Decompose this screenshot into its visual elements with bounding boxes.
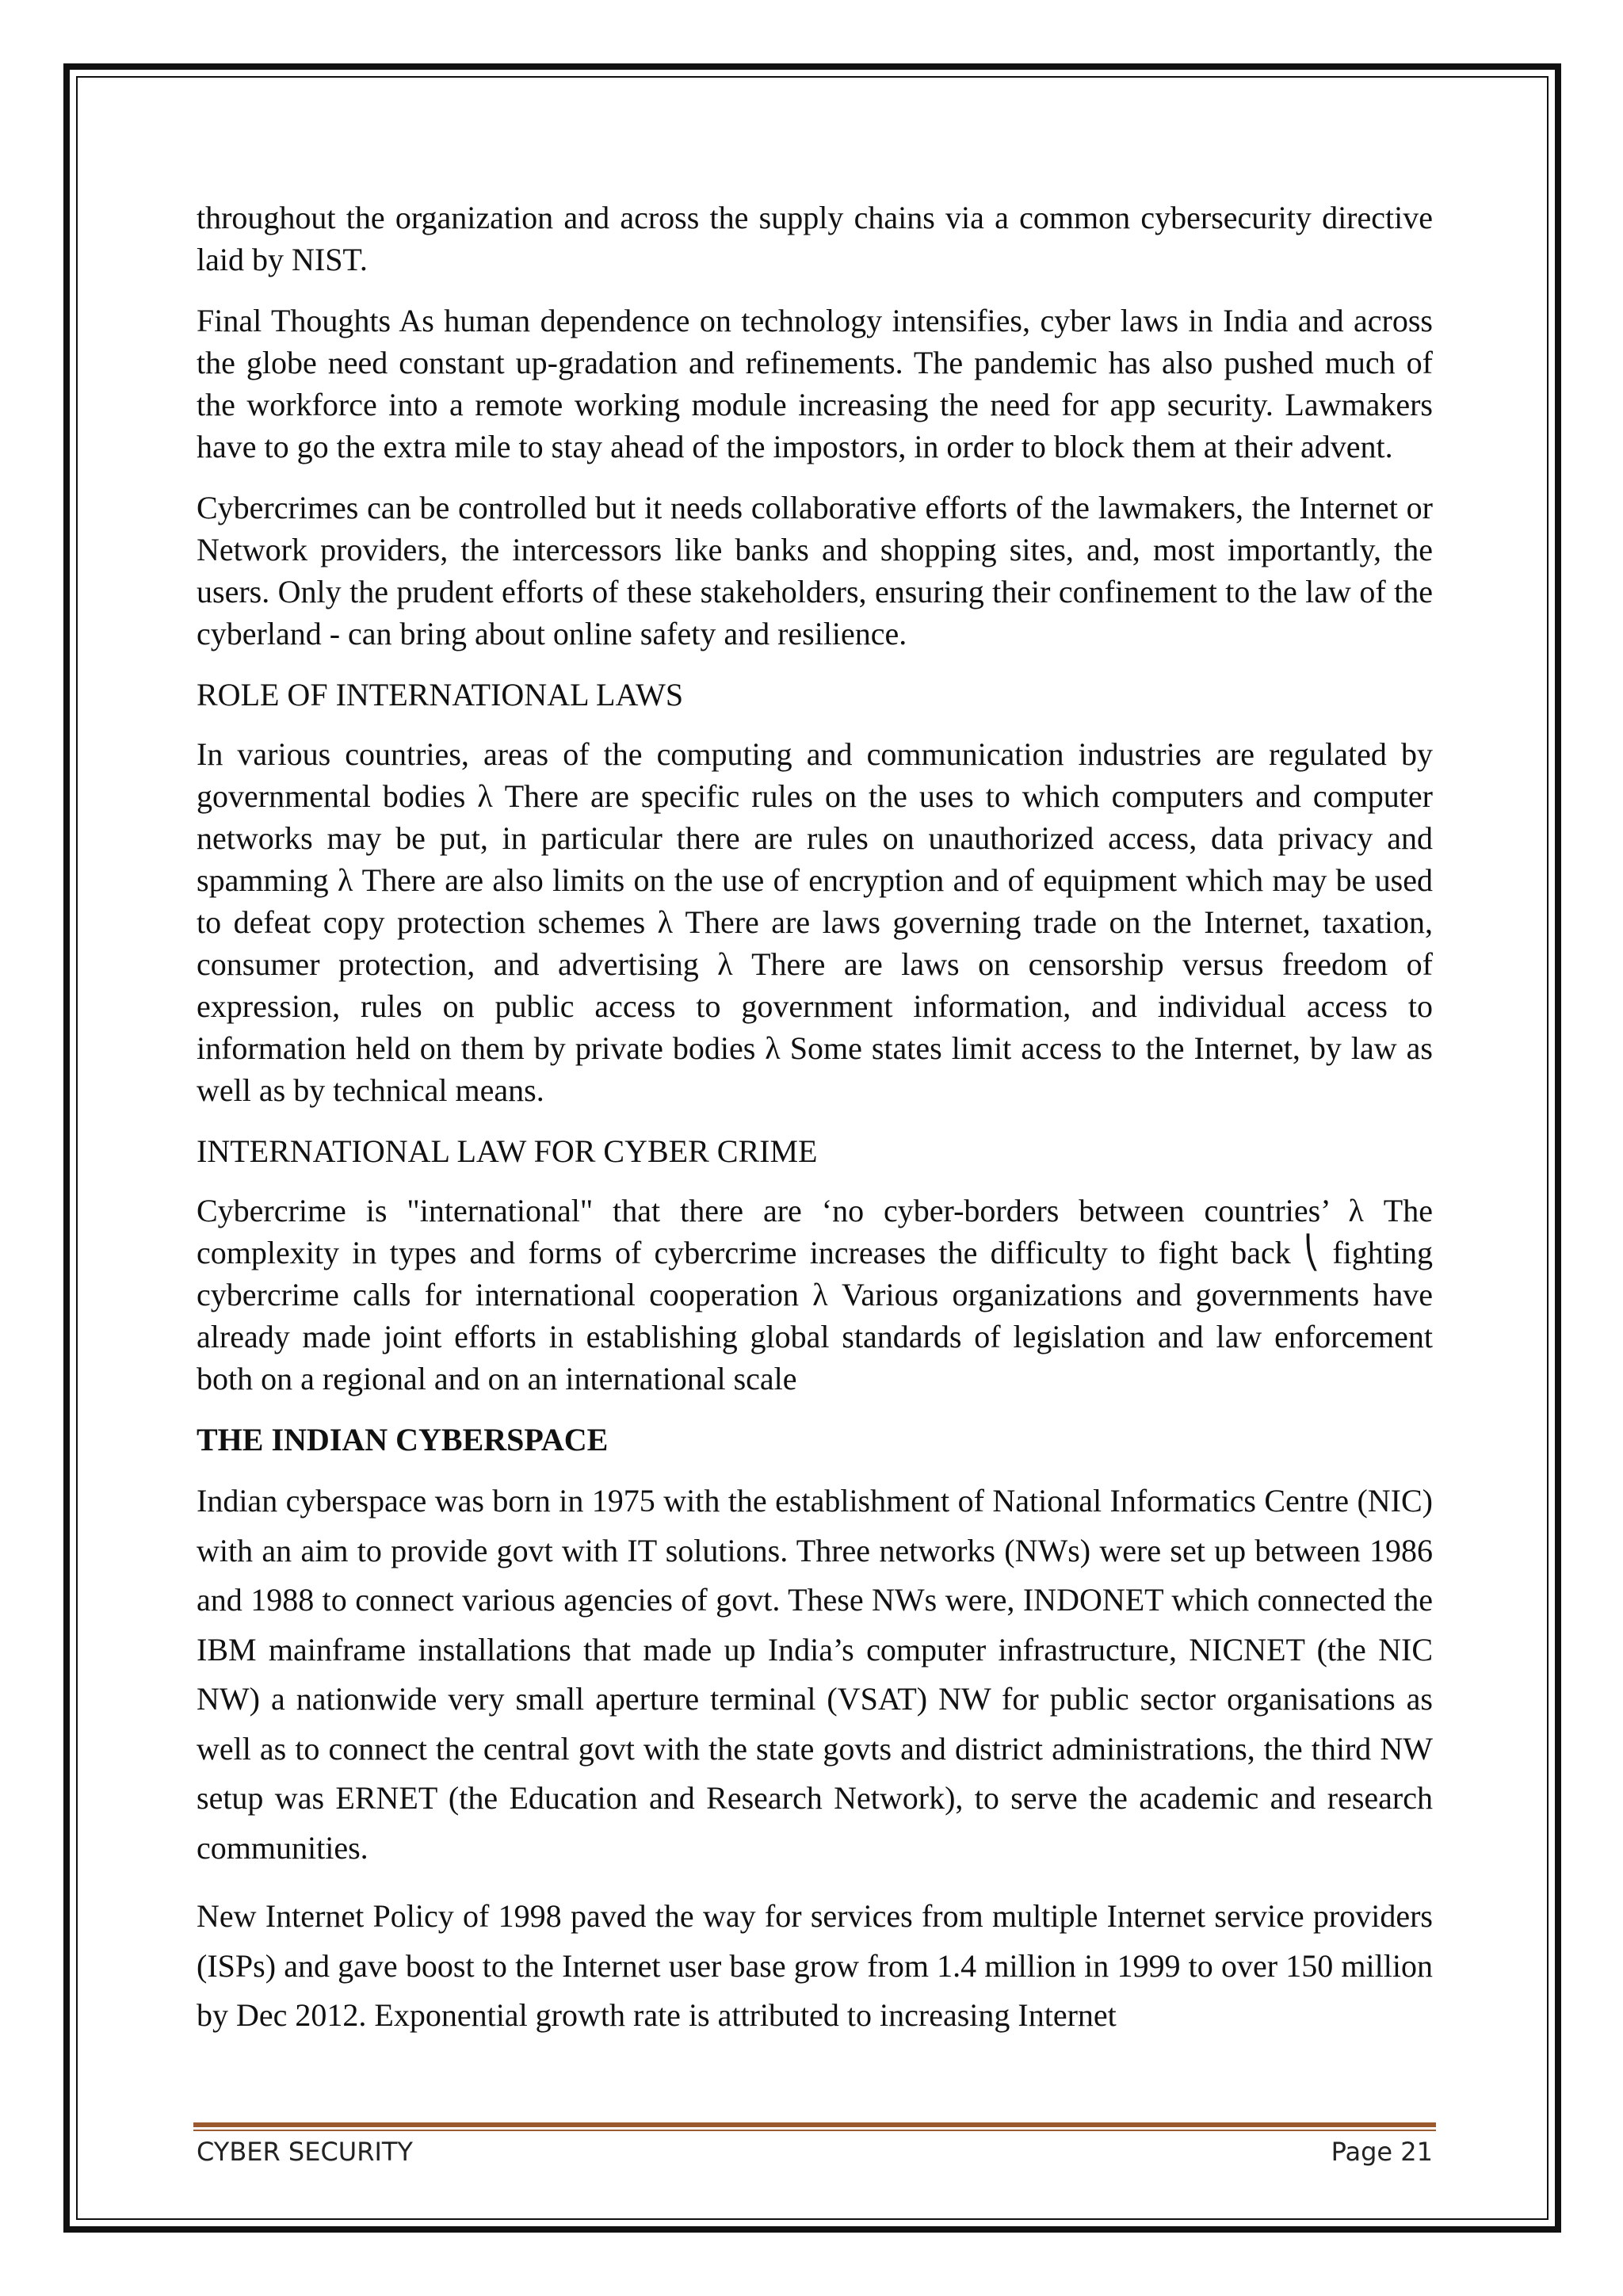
paragraph-nist-directive: throughout the organization and across the supply chains via a common cybersecurity directive laid by NIST.: [197, 200, 1433, 277]
paragraph-indian-cyberspace-history: Indian cyberspace was born in 1975 with the establishment of National Informatics Centre (NIC) with an aim to provide govt with IT solutions. Three networks (NWs) were set up between 1986 and 1988 to connect various agencies of govt. These NWs were, INDONET which connected the IBM mainframe installations that made up India’s computer infrastructure, NICNET (the NIC NW) a nationwide very small aperture terminal (VSAT) NW for public sector organisations as well as to connect the central govt with the state govts and district administrations, the third NW setup was ERNET (the Education and Research Network), to serve the academic and research communities.: [197, 1483, 1433, 1866]
paragraph-cybercrimes-control: Cybercrimes can be controlled but it needs collaborative efforts of the lawmakers, the Internet or Network providers, the intercessors like banks and shopping sites, and, most importantly, the users. Only the prudent efforts of these stakeholders, ensuring their confinement to the law of the cyberland - can bring about online safety and resilience.: [197, 490, 1433, 651]
paragraph-internet-policy-1998: New Internet Policy of 1998 paved the way for services from multiple Internet service providers (ISPs) and gave boost to the Internet user base grow from 1.4 million in 1999 to over 150 million by Dec 2012. Exponential growth rate is attributed to increasing Internet: [197, 1898, 1433, 2033]
paragraph-cybercrime-international: Cybercrime is "international" that there are ‘no cyber-borders between countries’ λ The complexity in types and forms of cybercrime increases the difficulty to fight back ⎝ fighting cybercrime calls for international cooperation λ Various organizations and governments have already made joint efforts in establishing global standards of legislation and law enforcement both on a regional and on an international scale: [197, 1193, 1433, 1396]
footer-title: CYBER SECURITY: [197, 2137, 413, 2167]
heading-indian-cyberspace: THE INDIAN CYBERSPACE: [197, 1422, 609, 1457]
heading-international-law-cyber-crime: INTERNATIONAL LAW FOR CYBER CRIME: [197, 1133, 818, 1169]
paragraph-international-regulation: In various countries, areas of the computing and communication industries are regulated by governmental bodies λ There are specific rules on the uses to which computers and computer networks may be put, in particular there are rules on unauthorized access, data privacy and spamming λ There are also limits on the use of encryption and of equipment which may be used to defeat copy protection schemes λ There are laws governing trade on the Internet, taxation, consumer protection, and advertising λ There are laws on censorship versus freedom of expression, rules on public access to government information, and individual access to information held on them by private bodies λ Some states limit access to the Internet, by law as well as by technical means.: [197, 736, 1433, 1108]
page-footer: [197, 2137, 1433, 2167]
footer-rule-thin: [193, 2130, 1436, 2131]
footer-rule: [193, 2122, 1436, 2127]
page-number: Page 21: [1331, 2137, 1433, 2167]
page-content: [197, 197, 1433, 2060]
heading-role-of-international-laws: ROLE OF INTERNATIONAL LAWS: [197, 677, 684, 712]
paragraph-final-thoughts: Final Thoughts As human dependence on technology intensifies, cyber laws in India and across the globe need constant up-gradation and refinements. The pandemic has also pushed much of the workforce into a remote working module increasing the need for app security. Lawmakers have to go the extra mile to stay ahead of the impostors, in order to block them at their advent.: [197, 303, 1433, 464]
